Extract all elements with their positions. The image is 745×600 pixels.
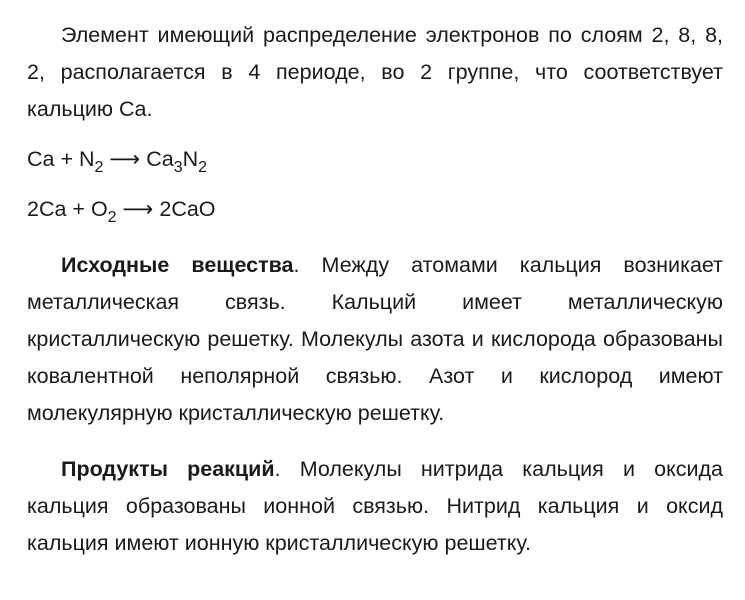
equation1-rhs-n: N xyxy=(182,147,199,171)
equation1-lhs-subscript: 2 xyxy=(94,159,104,176)
equation2-lhs: 2Ca + O xyxy=(27,197,108,221)
equation1-arrow: ⟶ xyxy=(103,147,147,171)
equation1-rhs-n-subscript: 2 xyxy=(198,159,208,176)
products-paragraph xyxy=(27,451,723,562)
equation2-rhs: 2CaO xyxy=(159,197,216,221)
equation1-rhs-ca: Ca xyxy=(146,147,174,171)
reactants-paragraph xyxy=(27,247,723,432)
intro-paragraph: Элемент имеющий распределение электронов по слоям 2, 8, 8, 2, располагается в 4 периоде, во 2 группе, что соответствует кальцию Ca. xyxy=(27,23,723,121)
equation1-rhs-ca-subscript: 3 xyxy=(173,159,183,176)
equation1-lhs: Ca + N xyxy=(27,147,95,171)
equation-calcium-nitrogen xyxy=(27,141,723,178)
equation2-lhs-subscript: 2 xyxy=(107,209,117,226)
products-text: . Молекулы нитрида кальция и оксида кальция образованы ионной связью. Нитрид кальция и оксид кальция имеют ионную кристаллическую решетку. xyxy=(27,457,724,555)
reactants-heading: Исходные вещества xyxy=(61,253,294,277)
products-heading: Продукты реакций xyxy=(61,457,275,481)
reactants-text: . Между атомами кальция возникает металлическая связь. Кальций имеет металлическую кристаллическую решетку. Молекулы азота и кислорода образованы ковалентной неполярной связью. Азот и кислород имеют молекулярную кристаллическую решетку. xyxy=(27,253,723,425)
equation-calcium-oxygen xyxy=(27,191,723,228)
equation2-arrow: ⟶ xyxy=(116,197,160,221)
